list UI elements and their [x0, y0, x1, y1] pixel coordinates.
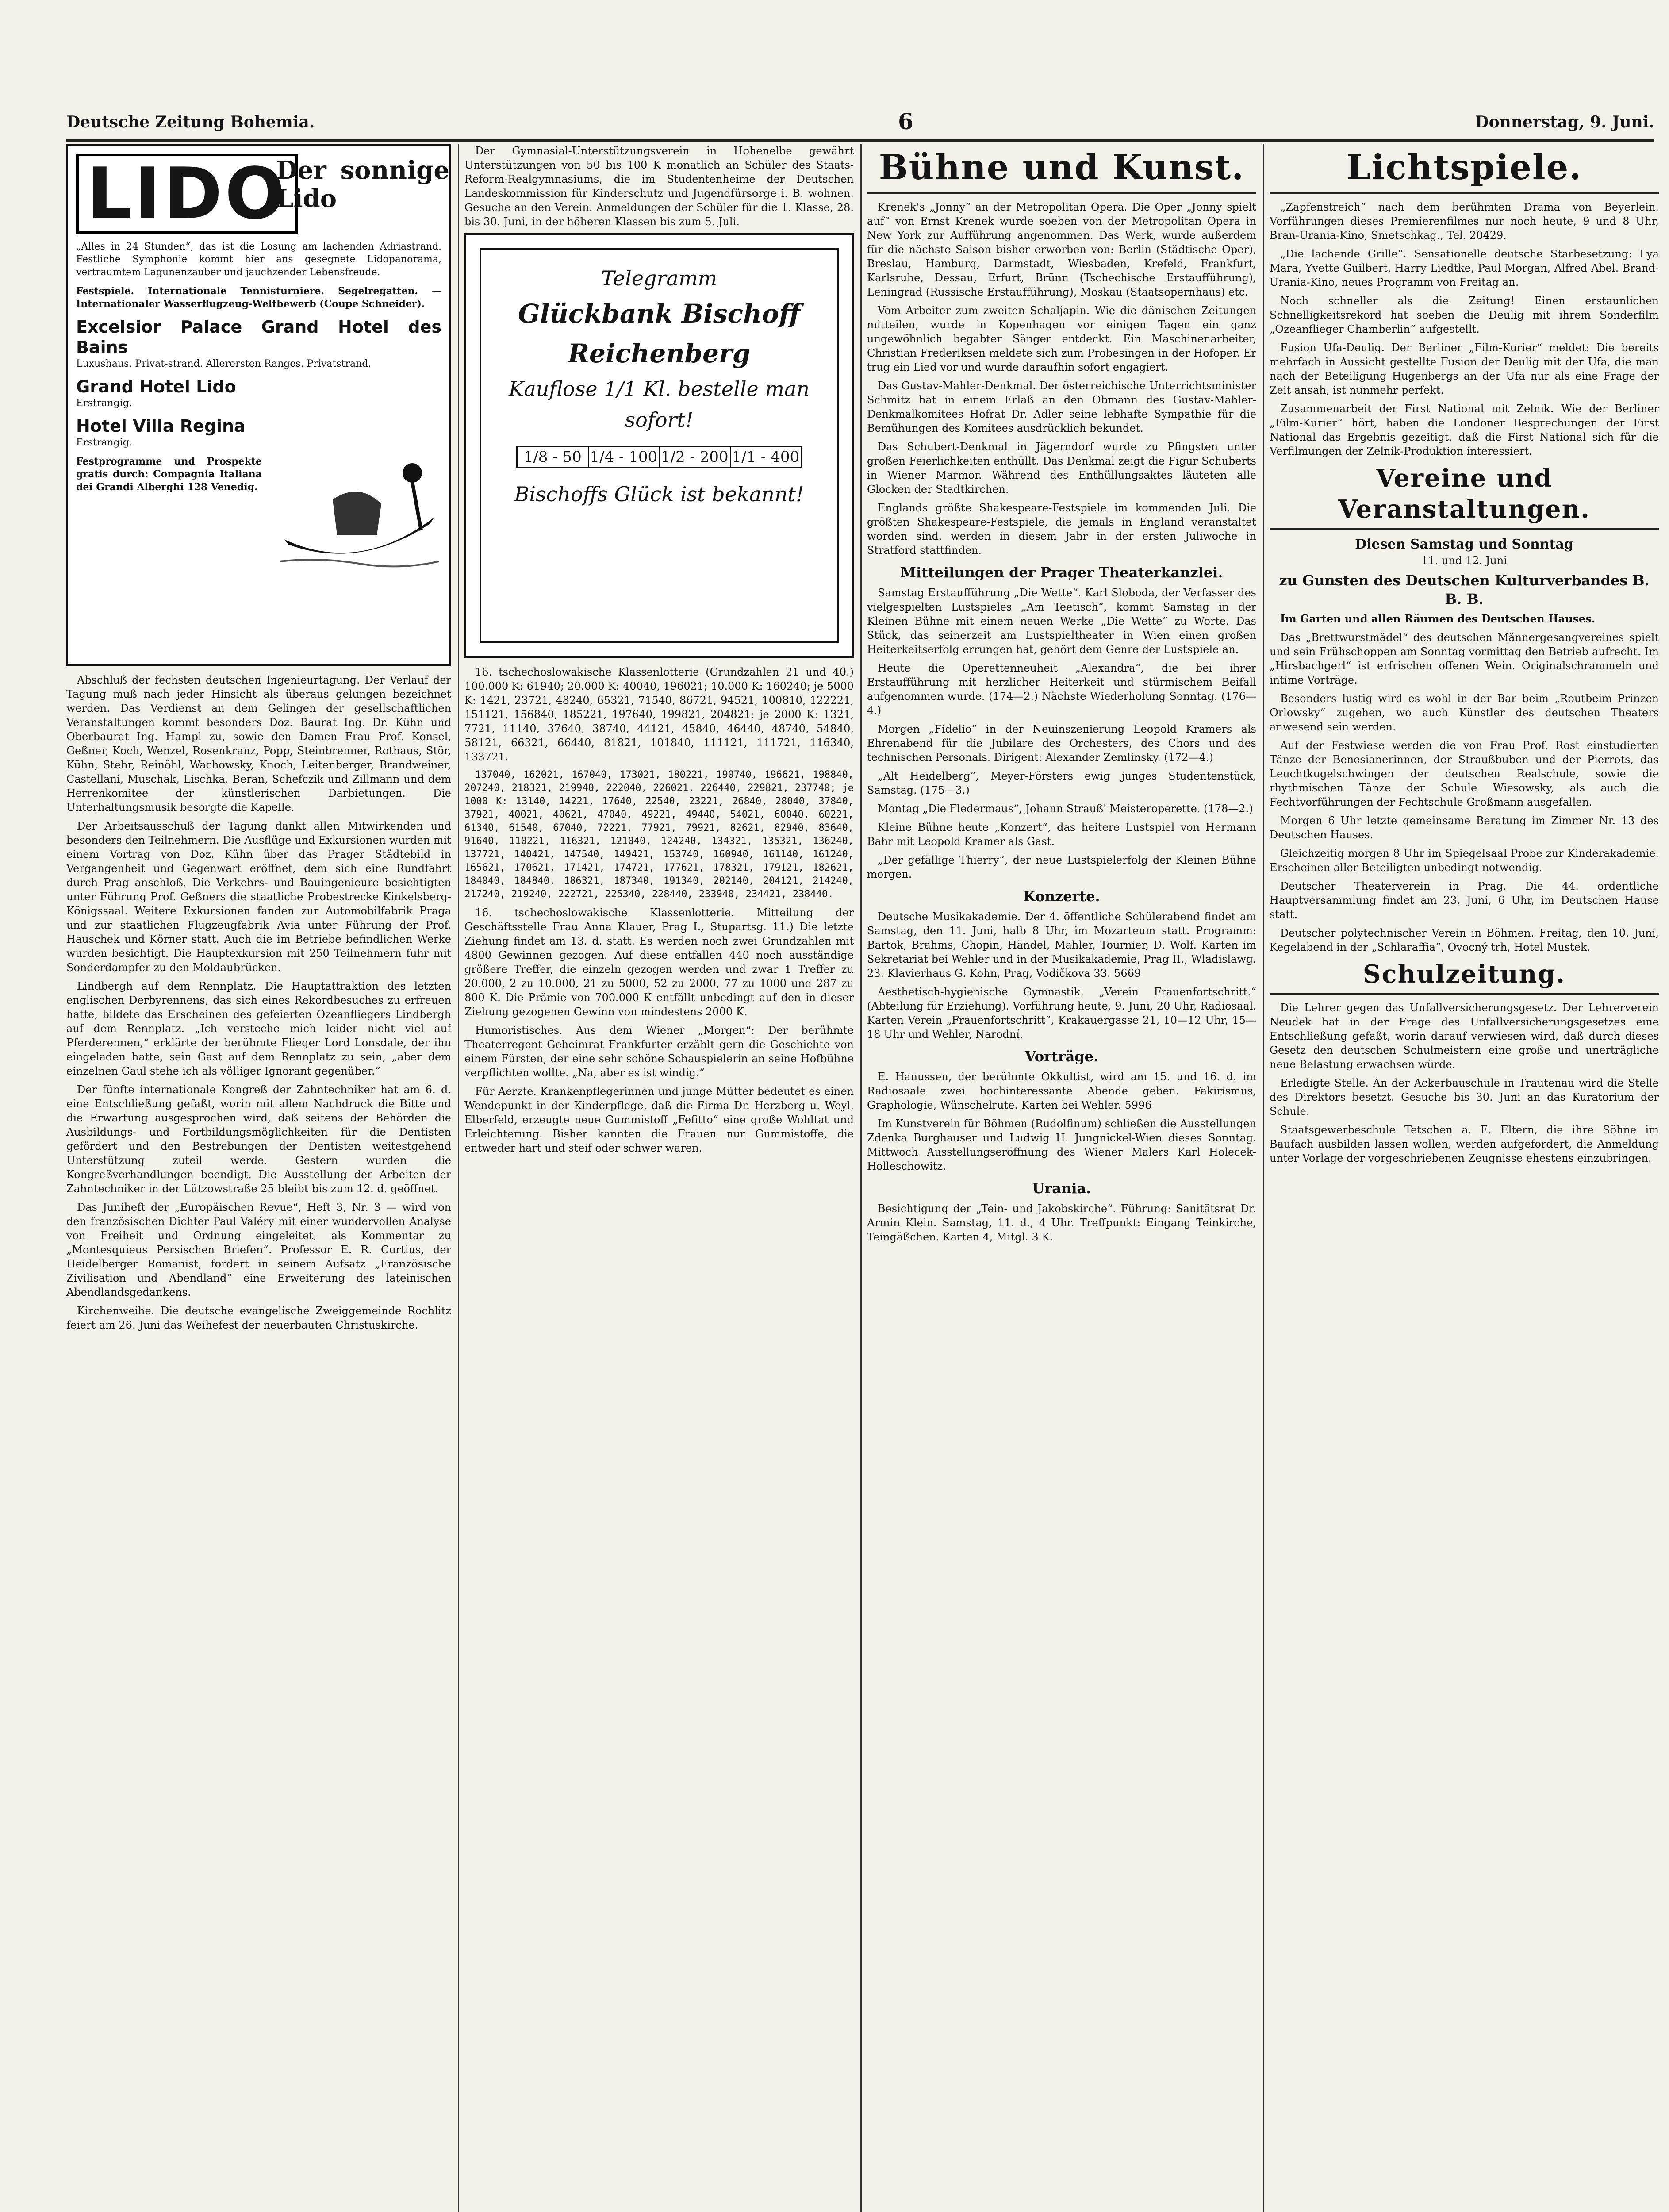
article-mahler-denkmal: Das Gustav-Mahler-Denkmal. Der österreichische Unterrichtsminister Schmitz hat in einem Erlaß an den Obmann des Gustav-Mahler-Denkmalkomitees Hofrat Dr. Adler seine lebhafte Sympathie für die Bemühungen des Komitees ausdrücklich bekundet.: [867, 380, 1256, 434]
article-musikakademie: Deutsche Musikakademie. Der 4. öffentliche Schülerabend findet am Samstag, den 11. Juni, halb 8 Uhr, im Mozarteum statt. Programm: Bartok, Brahms, Chopin, Händel, Mahler, Tournier, D. Wolf. Karten im Sekretariat bei Wehler und in der Musikakademie, Prag II., Wladislawg. 23. Klavierhaus G. Kohn, Prag, Vodičkova 33. 5669: [867, 910, 1256, 979]
article-konzert: Kleine Bühne heute „Konzert“, das heitere Lustspiel von Hermann Bahr mit Leopold Kramer als Gast.: [867, 821, 1256, 848]
event-place: Im Garten und allen Räumen des Deutschen Hauses.: [1280, 612, 1596, 625]
hotel-villa-regina: Hotel Villa Regina: [76, 416, 246, 436]
article-unfallversicherung: Die Lehrer gegen das Unfallversicherungsgesetz. Der Lehrerverein Neudek hat in der Frage des Unfallversicherungsgesetzes eine Entschließung gefaßt, worin darauf verwiesen wird, daß durch dieses Gesetz den deutschen Schulmeistern eine große und unerträgliche neue Belastung erwachsen würde.: [1270, 1002, 1659, 1071]
article-fuer-aerzte: Für Aerzte. Krankenpflegerinnen und junge Mütter bedeutet es einen Wendepunkt in der Kinderpflege, daß die Firma Dr. Herzberg u. Weyl, Elberfeld, erzeugte neue Gummistoff „Fefitto“ eine große Wohltat und Erleichterung. Bisher kannten die Frauen nur Gummistoffe, die entweder hart und steif oder schwer waren.: [464, 1085, 854, 1154]
subheading-urania: Urania.: [1032, 1180, 1091, 1197]
article-exkursionen: Der Arbeitsausschuß der Tagung dankt allen Mitwirkenden und besonders den Teilnehmern. Die Ausflüge und Exkursionen wurden mit einem Vortrag von Doz. Kühn über das Prager Städtebild in Vergangenheit und Gegenwart eröffnet, dem sich eine Rundfahrt durch Prag anschloß. Die Verkehrs- und Bauingenieure besichtigten unter Führung Prof. Geßners die staatliche Probestrecke Kinkelsberg-Königssaal. Weitere Exkursionen fanden zur Automobilfabrik Praga und zur staatlichen Flugzeugfabrik Avia unter Führung der Prof. Hauschek und Körner statt. Auch die im Betriebe befindlichen Werke wurden besichtigt. Die Hauptexkursion mit 250 Teilnehmern fuhr mit Sonderdampfer zu den Moldaubrücken.: [66, 820, 451, 974]
lido-tagline: Der sonnige Lido: [276, 156, 449, 213]
article-lindbergh: Lindbergh auf dem Rennplatz. Die Hauptattraktion des letzten englischen Derbyrennens, das sich eines Rekordbesuches zu erfreuen hatte, bildete das Erscheinen des gefeierten Ozeanfliegers Lindbergh auf dem Rennplatz. „Ich versteche mich leider nicht viel auf Pferderennen,“ erklärte der berühmte Flieger Lord Lonsdale, der ihn eingeladen hatte, sein Gast auf dem Rennplatz zu sein, „aber dem einzelnen Gaul stehe ich als völliger Ignorant gegenüber.“: [66, 980, 451, 1077]
article-beratung: Morgen 6 Uhr letzte gemeinsame Beratung im Zimmer Nr. 13 des Deutschen Hauses.: [1270, 814, 1659, 841]
column-4: [1270, 144, 1659, 2212]
article-alexandra: Heute die Operettenneuheit „Alexandra“, die bei ihrer Erstaufführung mit herzlicher Heiterkeit und stürmischem Beifall aufgenommen wurde. (174—2.) Nächste Wiederholung Sonntag. (176—4.): [867, 662, 1256, 717]
column-1: [66, 144, 451, 2212]
article-zahntechniker: Der fünfte internationale Kongreß der Zahntechniker hat am 6. d. eine Entschließung gefaßt, worin mit allem Nachdruck die Bitte und die Erwartung ausgesprochen wird, daß seitens der Behörden die Ausbildungs- und Fortbildungsmöglichkeiten für die Dentisten gefördert und den Bestrebungen der Dentisten weitestgehend Unterstützung zuteil werde. Gestern wurden die Kongreßverhandlungen beendigt. Die Ausstellung der Arbeiten der Zahntechniker in der Lützowstraße 25 bleibt bis zum 12. d. geöffnet.: [66, 1083, 451, 1195]
article-schaljapin: Vom Arbeiter zum zweiten Schaljapin. Wie die dänischen Zeitungen mitteilen, wurde in Kopenhagen vor einigen Tagen ein ganz ungewöhnlich begabter Sänger entdeckt. Ein Maschinenarbeiter, Christian Frederiksen meldete sich zum Probesingen in der Hofoper. Er trug ein Lied vor und wurde daraufhin sofort engagiert.: [867, 304, 1256, 373]
article-europaeische-revue: Das Juniheft der „Europäischen Revue“, Heft 3, Nr. 3 — wird von den französischen Dichter Paul Valéry mit einer wundervollen Analyse von Freiheit und Ordnung eingeleitet, als Kommentar zu „Montesquieus Persischen Briefen“. Professor E. R. Curtius, der Heidelberger Romanist, fordert in seinem Aufsatz „Französische Zivilisation und Abendland“ eine Erweiterung des lateinischen Abendlandsgedankens.: [66, 1201, 451, 1298]
article-fidelio: Morgen „Fidelio“ in der Neuinszenierung Leopold Kramers als Ehrenabend für die Jubilare des Orchesters, des Chors und des technischen Personals. Dirigent: Alexander Zemlinsky. (172—4.): [867, 723, 1256, 764]
article-ingenieurtagung: Abschluß der fechsten deutschen Ingenieurtagung. Der Verlauf der Tagung muß nach jeder Hinsicht als überaus gelungen bezeichnet werden. Das Verdienst an dem Gelingen der gesellschaftlichen Veranstaltungen kommt besonders Doz. Baurat Ing. Dr. Kühn und Oberbaurat Ing. Hampl zu, sowie den Damen Frau Prof. Konsel, Geßner, Koch, Wenzel, Rosenkranz, Popp, Steinbrenner, Rothaus, Stör, Kühn, Stehr, Reinöhl, Wachowsky, Knoch, Leitenberger, Brandweiner, Castellani, Muschak, Lischka, Beran, Schefczik und Zillmann und dem Herrenkomitee der künstlerischen Darbietungen. Die Unterhaltungsmusik besorgte die Kapelle.: [66, 674, 451, 814]
column-rule: [1263, 144, 1264, 2212]
telegram-slogan: Bischoffs Glück ist bekannt!: [514, 482, 804, 506]
article-hanussen: E. Hanussen, der berühmte Okkultist, wird am 15. und 16. d. im Radiosaale zwei hochinteressante Abende geben. Fakirismus, Graphologie, Wünschelrute. Karten bei Wehler. 5996: [867, 1071, 1256, 1111]
telegram-advertisement: [464, 233, 854, 658]
subheading-vortraege: Vorträge.: [1024, 1048, 1099, 1065]
column-3: [867, 144, 1256, 2212]
lido-advertisement: [66, 144, 451, 666]
article-gymnasial-verein: Der Gymnasial-Unterstützungsverein in Hohenelbe gewährt Unterstützungen von 50 bis 100 K monatlich an Schüler des Staats-Reform-Realgymnasiums, die im Studentenheime der Deutschen Landeskommission für Kinderschutz und Jugendfürsorge i. B. wohnen. Gesuche an den Verein. Anmeldungen der Schüler für die 1. Klasse, 28. bis 30. Juni, in der höheren Klassen bis zum 5. Juli.: [464, 145, 854, 228]
article-fledermaus: Montag „Die Fledermaus“, Johann Strauß' Meisteroperette. (178—2.): [878, 803, 1253, 815]
gondola-illustration: [280, 429, 439, 588]
section-heading-vereine: Vereine und Veranstaltungen.: [1270, 463, 1659, 530]
section-heading-schulzeitung: Schulzeitung.: [1270, 959, 1659, 995]
article-fusion-ufa: Fusion Ufa-Deulig. Der Berliner „Film-Kurier“ meldet: Die bereits mehrfach in Aussicht gestellte Fusion der Deulig mit der Ufa, die man nach der Beteiligung Hugenbergs an der Ufa nur als eine Frage der Zeit ansah, ist nunmehr perfekt.: [1270, 342, 1659, 396]
article-bar: Besonders lustig wird es wohl in der Bar beim „Routbeim Prinzen Orlowsky“ zugehen, wo auch Künstler des deutschen Theaters anwesend sein werden.: [1270, 692, 1659, 733]
article-kunstverein: Im Kunstverein für Böhmen (Rudolfinum) schließen die Ausstellungen Zdenka Burghauser und Ludwig H. Jungnickel-Wien dieses Sonntag. Mittwoch Ausstellungseröffnung des Wiener Malers Karl Holecek-Holleschowitz.: [867, 1118, 1256, 1172]
hotel-excelsior-sub: Luxushaus. Privat-strand. Allerersten Ranges. Privatstrand.: [76, 358, 372, 369]
article-lachende-grille: „Die lachende Grille“. Sensationelle deutsche Starbesetzung: Lya Mara, Yvette Guilbert, Harry Liedtke, Paul Morgan, Alfred Abel. Brand-Urania-Kino, neues Programm von Freitag an.: [1270, 248, 1659, 288]
hotel-excelsior: Excelsior Palace Grand Hotel des Bains: [76, 317, 441, 357]
article-theaterverein: Deutscher Theaterverein in Prag. Die 44. ordentliche Hauptversammlung findet am 23. Juni, 6 Uhr, im Deutschen Hause statt.: [1270, 880, 1659, 921]
article-zapfenstreich: „Zapfenstreich“ nach dem berühmten Drama von Beyerlein. Vorführungen dieses Premierenfilmes nur noch heute, 9 und 8 Uhr, Bran-Urania-Kino, Smetschkag., Tel. 20429.: [1270, 201, 1659, 242]
price-cell: 1/8 - 50: [518, 447, 589, 467]
hotel-grand-lido-sub: Erstrangig.: [76, 398, 132, 409]
telegram-title: Telegramm: [601, 266, 717, 290]
telegram-city: Reichenberg: [568, 338, 751, 369]
hotel-villa-regina-sub: Erstrangig.: [76, 437, 132, 448]
hotel-grand-lido: Grand Hotel Lido: [76, 377, 236, 396]
article-thierry: „Der gefällige Thierry“, der neue Lustspielerfolg der Kleinen Bühne morgen.: [867, 854, 1256, 880]
article-staatsgewerbeschule: Staatsgewerbeschule Tetschen a. E. Eltern, die ihre Söhne im Baufach ausbilden lassen wollen, werden aufgefordert, die Anmeldung unter Vorlage der vorgeschriebenen Zeugnisse ehestens einzubringen.: [1270, 1124, 1659, 1164]
column-2: [464, 144, 854, 2212]
subheading-theaterkanzlei: Mitteilungen der Prager Theaterkanzlei.: [900, 564, 1223, 581]
lottery-numbers: 137040, 162021, 167040, 173021, 180221, 190740, 196621, 198840, 207240, 218321, 219940, 222040, 226021, 226440, 229821, 237740; je 1000 K: 13140, 14221, 17640, 22540, 23221, 26840, 28040, 37840, 37921, 40021, 40621, 47040, 49221, 49440, 54021, 60040, 60221, 61340, 61540, 67040, 72221, 77921, 79921, 82621, 82940, 83640, 91640, 110221, 116321, 121040, 124240, 134321, 135321, 136240, 137721, 140421, 147540, 149421, 153740, 160940, 161140, 161240, 165621, 170621, 171421, 174721, 177621, 178321, 179121, 182621, 184040, 184840, 186321, 187340, 191340, 202140, 204121, 214240, 217240, 219240, 222721, 225340, 228440, 233940, 234421, 238440.: [464, 769, 854, 900]
article-schneller-als-zeitung: Noch schneller als die Zeitung! Einen erstaunlichen Schnelligkeitsrekord hat soeben die Deulig mit ihrem Sonderfilm „Ozeanflieger Chamberlin“ aufgestellt.: [1270, 295, 1659, 335]
price-cell: 1/2 - 200: [660, 447, 731, 467]
event-title: zu Gunsten des Deutschen Kulturverbandes B. B. B.: [1279, 572, 1650, 607]
article-klassenlotterie-1: 16. tschechoslowakische Klassenlotterie (Grundzahlen 21 und 40.) 100.000 K: 61940; 20.000 K: 40040, 196021; 10.000 K: 160240; je 5000 K: 1421, 23721, 48240, 65321, 71540, 86721, 94521, 100810, 122221, 151121, 156840, 185221, 197640, 199821, 204821; je 2000 K: 1321, 7721, 11140, 37640, 38740, 44121, 45840, 46440, 48740, 54840, 58121, 66321, 66440, 81821, 101840, 111121, 111721, 116340, 133721.: [464, 666, 854, 763]
article-die-wette: Samstag Erstaufführung „Die Wette“. Karl Sloboda, der Verfasser des vielgespielten Lustspieles „Am Teetisch“, kommt Samstag in der Kleinen Bühne mit einem neuen Werke „Die Wette“ zu Worte. Das Stück, das seinerzeit am Lustspieltheater in Wien einen großen Heiterkeitserfolg errungen hat, gehört dem Genre der Lustspiele an.: [867, 587, 1256, 656]
article-klassenlotterie-2: 16. tschechoslowakische Klassenlotterie. Mitteilung der Geschäftsstelle Frau Anna Klauer, Prag I., Stupartsg. 11.) Die letzte Ziehung findet am 13. d. statt. Es werden noch zwei Grundzahlen mit 4800 Gewinnen gezogen. Auf diese entfallen 440 noch ausständige größere Treffer, die einzeln gezogen werden und zwar 1 Treffer zu 20.000, 2 zu 10.000, 21 zu 5000, 52 zu 2000, 77 zu 1000 und 287 zu 800 K. Die Prämie von 700.000 K entfällt unbedingt auf den in dieser Ziehung gezogenen Gewinn von mindestens 2000 K.: [464, 906, 854, 1018]
article-kirchenweihe: Kirchenweihe. Die deutsche evangelische Zweiggemeinde Rochlitz feiert am 26. Juni das Weihefest der neuerbauten Christuskirche.: [66, 1305, 451, 1331]
page-header: [66, 108, 1654, 142]
lido-text: „Alles in 24 Stunden“, das ist die Losung am lachenden Adriastrand. Festliche Symphonie kommt hier ans gesegnete Lidopanorama, vertraumtem Lagunenzauber und jauchzender Lebensfreude.: [76, 241, 441, 278]
article-polytechnischer-verein: Deutscher polytechnischer Verein in Böhmen. Freitag, den 10. Juni, Kegelabend in der „Schlaraffia“, Ovocný trh, Hotel Mustek.: [1270, 927, 1659, 953]
article-jonny: Krenek's „Jonny“ an der Metropolitan Opera. Die Oper „Jonny spielt auf“ von Ernst Krenek wurde soeben von der Metropolitan Opera in New York zur Aufführung angenommen. Das Werk, wurde außerdem für die nächste Saison bisher erworben von: Berlin (Städtische Oper), Breslau, Hamburg, Darmstadt, Wiesbaden, Krefeld, Frankfurt, Karlsruhe, Dessau, Erfurt, Brünn (Tschechische Erstaufführung), Leningrad (Russische Erstaufführung), Moskau (Staatsopernhaus) etc.: [867, 201, 1256, 298]
article-shakespeare: Englands größte Shakespeare-Festspiele im kommenden Juli. Die größten Shakespeare-Festspiele, die jemals in England veranstaltet worden sind, werden in diesem Jahr in der ersten Juliwoche in Stratford stattfinden.: [867, 502, 1256, 557]
lido-events: Festspiele. Internationale Tennisturniere. Segelregatten. — Internationaler Wasserflugzeug-Weltbewerb (Coupe Schneider).: [76, 285, 441, 310]
article-brettwurstmaedel: Das „Brettwurstmädel“ des deutschen Männergesangvereines spielt und sein Frühschoppen am Sonntag vormittag den Betrieb aufrecht. Im „Hirsbachgerl“ ist erfrischen offenen Wein. Originalschrammeln und intime Vorträge.: [1270, 631, 1659, 686]
section-heading-buehne: Bühne und Kunst.: [867, 146, 1256, 194]
article-first-national: Zusammenarbeit der First National mit Zelnik. Wie der Berliner „Film-Kurier“ hört, haben die Londoner Besprechungen der First National das Ergebnis gezeitigt, daß die First National sich für die Verfilmungen der Zelnik-Produktion interessiert.: [1270, 403, 1659, 457]
price-cell: 1/1 - 400: [732, 448, 800, 466]
lido-logo: LIDO: [76, 154, 298, 234]
article-festwiese: Auf der Festwiese werden die von Frau Prof. Rost einstudierten Tänze der Benesianerinnen, der Straußbuben und der Pierrots, das Leuchtkugelschwingen der deutschen Realschule, sowie die rhythmischen Tänze der Schule Wiesowsky, als auch die Fechtvorführungen der Fechtschule Großmann ausgefallen.: [1270, 739, 1659, 808]
event-intro: Diesen Samstag und Sonntag: [1355, 537, 1573, 552]
column-rule: [458, 144, 459, 2212]
subheading-konzerte: Konzerte.: [1023, 888, 1100, 905]
telegram-bank: Glückbank Bischoff: [518, 299, 800, 329]
telegram-price-table: [516, 446, 802, 468]
issue-date: Donnerstag, 9. Juni.: [1475, 113, 1654, 131]
article-kinderakademie: Gleichzeitig morgen 8 Uhr im Spiegelsaal Probe zur Kinderakademie. Erscheinen aller Beteiligten unbedingt notwendig.: [1270, 847, 1659, 874]
article-erledigte-stelle: Erledigte Stelle. An der Ackerbauschule in Trautenau wird die Stelle des Direktors besetzt. Gesuche bis 30. Juni an das Kuratorium der Schule.: [1270, 1077, 1659, 1118]
article-alt-heidelberg: „Alt Heidelberg“, Meyer-Försters ewig junges Studentenstück, Samstag. (175—3.): [867, 770, 1256, 796]
section-heading-lichtspiele: Lichtspiele.: [1270, 146, 1659, 194]
newspaper-name: Deutsche Zeitung Bohemia.: [66, 113, 315, 131]
page-number: 6: [898, 108, 913, 134]
event-date: 11. und 12. Juni: [1421, 554, 1507, 567]
price-cell: 1/4 - 100: [589, 447, 660, 467]
lido-footer: Festprogramme und Prospekte gratis durch: Compagnia Italiana dei Grandi Alberghi 128 Venedig.: [76, 456, 262, 493]
article-teinkirche: Besichtigung der „Tein- und Jakobskirche“. Führung: Sanitätsrat Dr. Armin Klein. Samstag, 11. d., 4 Uhr. Treffpunkt: Eingang Teinkirche, Teingäßchen. Karten 4, Mitgl. 3 K.: [867, 1202, 1256, 1243]
article-humoristisches: Humoristisches. Aus dem Wiener „Morgen“: Der berühmte Theaterregent Geheimrat Frankfurter erzählt gern die Geschichte von einem Fürsten, der eine sehr schöne Schauspielerin an seine Hofbühne verpflichten wollte. „Na, aber es ist windig.“: [464, 1024, 854, 1079]
article-gymnastik: Aesthetisch-hygienische Gymnastik. „Verein Frauenfortschritt.“ (Abteilung für Erziehung). Vorführung heute, 9. Juni, 20 Uhr, Radiosaal. Karten Verein „Frauenfortschritt“, Krakauergasse 21, 10—12 Uhr, 15—18 Uhr und Wehler, Narodní.: [867, 986, 1256, 1041]
article-schubert-denkmal: Das Schubert-Denkmal in Jägerndorf wurde zu Pfingsten unter großen Feierlichkeiten enthüllt. Das Denkmal zeigt die Figur Schuberts in Wiener Marmor. Während des Enthüllungsaktes läuteten alle Glocken der Stadtkirchen.: [867, 441, 1256, 495]
column-rule: [860, 144, 862, 2212]
telegram-order: Kauflose 1/1 Kl. bestelle man sofort!: [508, 377, 810, 432]
